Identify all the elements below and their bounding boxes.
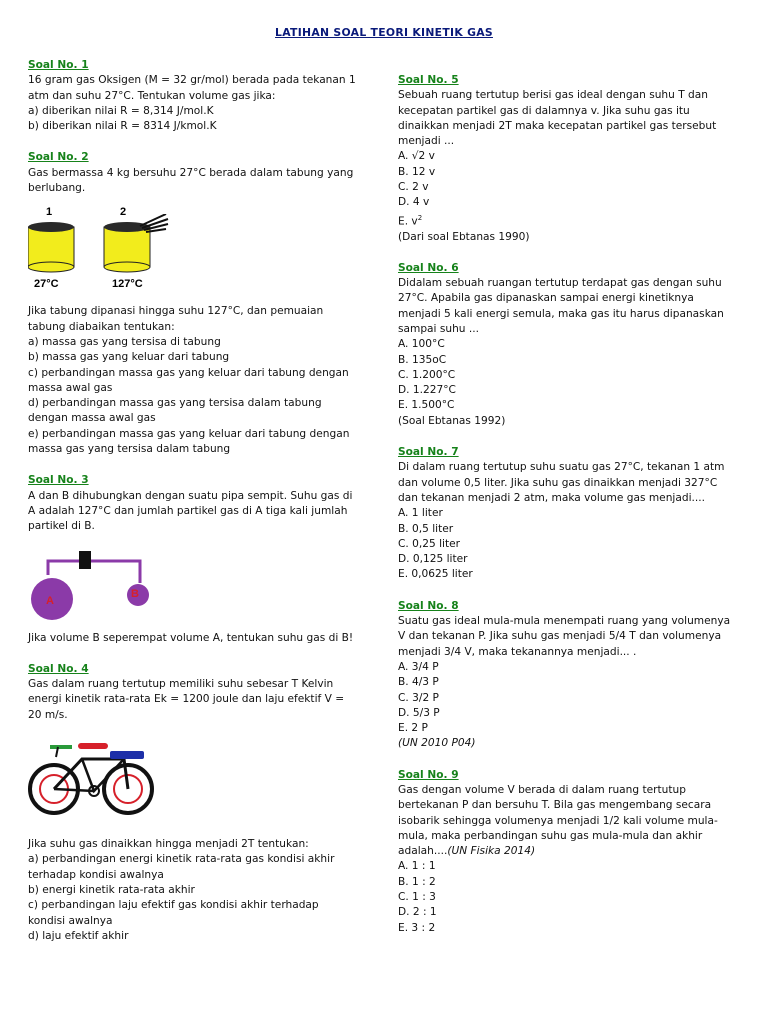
answer-option: A. 3/4 P [398, 660, 439, 673]
tube-2-temp: 127°C [112, 278, 143, 291]
answer-option: C. 1 : 3 [398, 891, 436, 904]
question-text: menjadi ... [398, 135, 455, 148]
tube-2-label: 2 [120, 206, 127, 219]
question-text: 27°C. Apabila gas dipanaskan sampai energi kinetiknya [398, 292, 694, 305]
answer-option: B. 0,5 liter [398, 522, 454, 535]
question-heading: Soal No. 8 [398, 599, 459, 612]
question-text: terhadap kondisi awalnya [28, 868, 164, 881]
question-3 [28, 473, 366, 645]
question-text: sampai suhu ... [398, 322, 479, 335]
answer-option-text: E. v [398, 215, 418, 228]
question-text: b) diberikan nilai R = 8314 J/kmol.K [28, 120, 217, 133]
answer-option: D. 4 v [398, 196, 430, 209]
question-text: d) perbandingan massa gas yang tersisa dalam tabung [28, 397, 322, 410]
question-text: A adalah 127°C dan jumlah partikel gas di A tiga kali jumlah [28, 504, 348, 517]
answer-option: A. 1 liter [398, 507, 443, 520]
question-text: Jika tabung dipanasi hingga suhu 127°C, dan pemuaian [28, 305, 324, 318]
question-2 [28, 150, 366, 457]
answer-option: D. 0,125 liter [398, 553, 468, 566]
tubes-figure [28, 206, 228, 298]
question-source: (Dari soal Ebtanas 1990) [398, 230, 530, 243]
question-heading: Soal No. 1 [28, 59, 89, 71]
question-text: Didalam sebuah ruangan tertutup terdapat gas dengan suhu [398, 277, 722, 290]
question-text: Gas dalam ruang tertutup memiliki suhu sebesar T Kelvin [28, 678, 334, 691]
question-text: atm dan suhu 27°C. Tentukan volume gas jika: [28, 89, 276, 102]
question-text: d) laju efektif akhir [28, 929, 129, 942]
answer-option: E. 3 : 2 [398, 921, 436, 934]
answer-option-e [398, 211, 738, 230]
question-heading: Soal No. 9 [398, 768, 459, 781]
question-1 [28, 58, 366, 134]
question-4 [28, 662, 366, 944]
question-7 [398, 445, 738, 583]
question-text: Sebuah ruang tertutup berisi gas ideal dengan suhu T dan [398, 89, 708, 102]
question-heading: Soal No. 4 [28, 662, 89, 675]
answer-option: C. 2 v [398, 181, 429, 194]
bicycle-figure [28, 733, 168, 825]
question-text: adalah.... [398, 845, 448, 858]
page-title: LATIHAN SOAL TEORI KINETIK GAS [275, 26, 493, 39]
question-text: menjadi 5 kali energi semula, maka gas itu harus dipanaskan [398, 307, 724, 320]
bicycle-icon [28, 733, 168, 825]
answer-option: B. 135oC [398, 353, 447, 366]
answer-option: E. 0,0625 liter [398, 568, 473, 581]
answer-option: C. 3/2 P [398, 691, 439, 704]
superscript: 2 [417, 213, 423, 222]
question-text: energi kinetik rata-rata Ek = 1200 joule dan laju efektif V = [28, 693, 345, 706]
question-text: Jika volume B seperempat volume A, tentukan suhu gas di B! [28, 631, 354, 644]
question-text: kondisi awalnya [28, 914, 113, 927]
question-text: c) perbandingan laju efektif gas kondisi akhir terhadap [28, 899, 319, 912]
question-text: V dan tekanan P. Jika suhu gas menjadi 5/4 T dan volumenya [398, 630, 722, 643]
tube-1-temp: 27°C [34, 278, 59, 291]
question-text: a) massa gas yang tersisa di tabung [28, 335, 221, 348]
question-text: A dan B dihubungkan dengan suatu pipa sempit. Suhu gas di [28, 489, 353, 502]
answer-option: E. 1.500°C [398, 399, 455, 412]
answer-option: B. 1 : 2 [398, 875, 436, 888]
question-text: e) perbandingan massa gas yang keluar dari tabung dengan [28, 427, 350, 440]
question-text: partikel di B. [28, 520, 95, 533]
question-text: b) massa gas yang keluar dari tabung [28, 351, 230, 364]
question-text: Suatu gas ideal mula-mula menempati ruang yang volumenya [398, 615, 731, 628]
question-heading: Soal No. 6 [398, 261, 459, 274]
question-text-last [398, 844, 738, 859]
question-text: berlubang. [28, 182, 86, 195]
right-column [398, 73, 738, 952]
connected-bulbs-figure [28, 543, 168, 621]
question-text: tabung diabaikan tentukan: [28, 320, 175, 333]
question-text: 16 gram gas Oksigen (M = 32 gr/mol) berada pada tekanan 1 [28, 74, 356, 87]
question-text: b) energi kinetik rata-rata akhir [28, 883, 195, 896]
question-text: c) perbandingan massa gas yang keluar dari tabung dengan [28, 366, 349, 379]
answer-option: D. 1.227°C [398, 384, 456, 397]
gas-bulbs-icon [28, 543, 168, 621]
answer-option: E. 2 P [398, 722, 428, 735]
answer-option: B. 4/3 P [398, 676, 439, 689]
question-text: isobarik sehingga volumenya menjadi 1/2 kali volume mula- [398, 814, 718, 827]
question-text: dengan massa awal gas [28, 412, 156, 425]
left-column [28, 58, 366, 960]
answer-option: B. 12 v [398, 165, 436, 178]
question-text: Gas dengan volume V berada di dalam ruang tertutup [398, 784, 686, 796]
answer-option: A. 100°C [398, 338, 445, 351]
question-text: Jika suhu gas dinaikkan hingga menjadi 2T tentukan: [28, 838, 309, 851]
question-heading: Soal No. 7 [398, 446, 459, 459]
question-text: bertekanan P dan bersuhu T. Bila gas mengembang secara [398, 799, 712, 812]
question-heading: Soal No. 3 [28, 474, 89, 487]
bulb-b-label: B [131, 587, 139, 600]
answer-option: C. 1.200°C [398, 368, 456, 381]
answer-option: D. 2 : 1 [398, 906, 437, 919]
question-5 [398, 73, 738, 245]
question-text: massa gas yang tersisa dalam tabung [28, 443, 231, 456]
question-text: massa awal gas [28, 381, 113, 394]
heated-tubes-icon [28, 214, 228, 284]
answer-option: D. 5/3 P [398, 706, 440, 719]
question-text: dinaikkan menjadi 2T maka kecepatan partikel gas tersebut [398, 119, 717, 132]
answer-option: A. 1 : 1 [398, 860, 436, 873]
tube-1-label: 1 [46, 206, 53, 219]
question-text: mula, maka perbandingan suhu gas mula-mula dan akhir [398, 829, 703, 842]
question-text: dan volume 0,5 liter. Jika suhu gas dinaikkan menjadi 327°C [398, 476, 718, 489]
question-text: menjadi 3/4 V, maka tekanannya menjadi... . [398, 645, 637, 658]
question-heading: Soal No. 5 [398, 74, 459, 86]
question-text: a) diberikan nilai R = 8,314 J/mol.K [28, 104, 214, 117]
question-heading: Soal No. 2 [28, 151, 89, 164]
question-9 [398, 768, 738, 936]
question-source: (UN 2010 P04) [398, 737, 476, 750]
question-text: a) perbandingan energi kinetik rata-rata gas kondisi akhir [28, 853, 335, 866]
question-8 [398, 599, 738, 752]
question-6 [398, 261, 738, 429]
question-text: 20 m/s. [28, 708, 68, 721]
question-text: dan tekanan menjadi 2 atm, maka volume gas menjadi.... [398, 491, 705, 504]
answer-option: A. √2 v [398, 150, 435, 163]
bulb-a-label: A [46, 594, 54, 607]
question-text: kecepatan partikel gas di dalamnya v. Jika suhu gas itu [398, 104, 690, 117]
question-source: (UN Fisika 2014) [447, 845, 536, 858]
question-source: (Soal Ebtanas 1992) [398, 414, 506, 427]
question-text: Di dalam ruang tertutup suhu suatu gas 27°C, tekanan 1 atm [398, 461, 725, 474]
answer-option: C. 0,25 liter [398, 537, 461, 550]
question-text: Gas bermassa 4 kg bersuhu 27°C berada dalam tabung yang [28, 166, 354, 179]
